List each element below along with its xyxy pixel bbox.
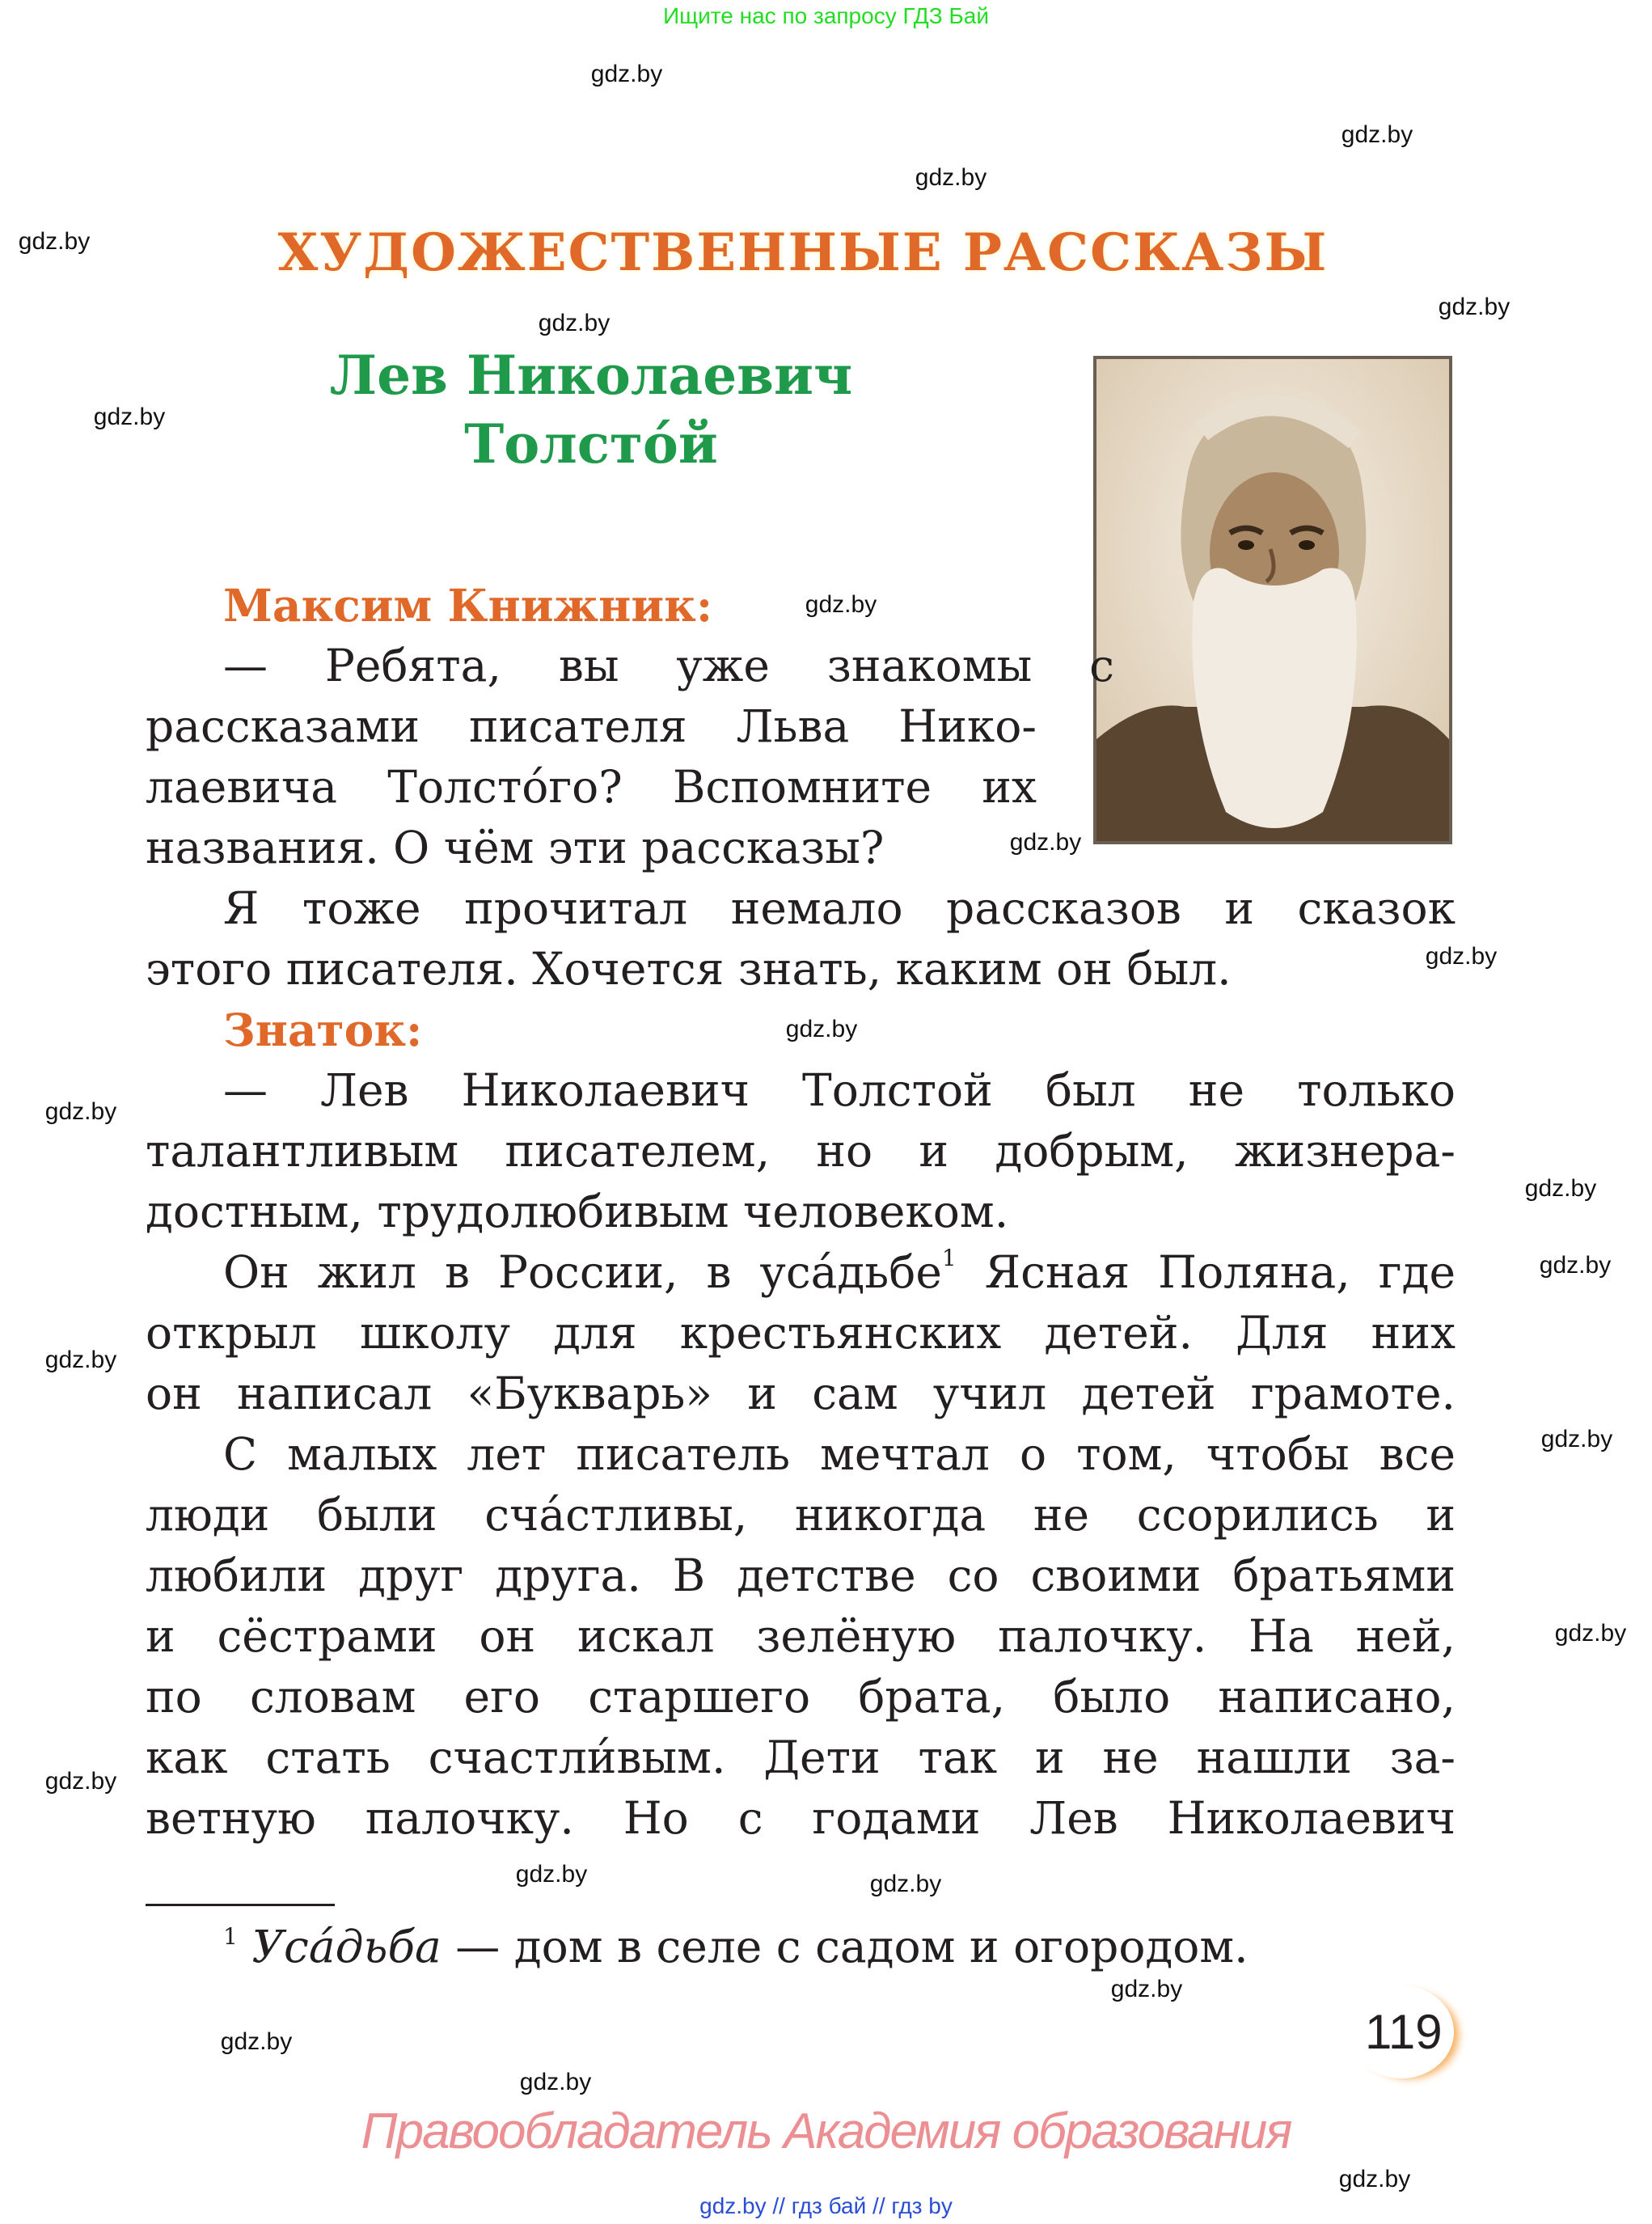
watermark: gdz.by bbox=[44, 1098, 117, 1125]
watermark: gdz.by bbox=[1425, 943, 1498, 970]
watermark: gdz.by bbox=[44, 1768, 117, 1795]
author-name: Лев Николаевич bbox=[329, 344, 853, 407]
watermark: gdz.by bbox=[515, 1861, 588, 1888]
watermark: gdz.by bbox=[538, 310, 611, 336]
text-line: рассказами писателя Льва Нико- bbox=[146, 700, 1037, 752]
page-number: 119 bbox=[1365, 2005, 1443, 2059]
footnote-definition: — дом в селе с садом и огородом. bbox=[441, 1921, 1249, 1972]
text-line bbox=[146, 1242, 1456, 1303]
watermark: gdz.by bbox=[805, 591, 877, 618]
section-title: ХУДОЖЕСТВЕННЫЕ РАССКАЗЫ bbox=[277, 222, 1329, 283]
text-line: — Ребята, вы уже знакомы с bbox=[223, 640, 1114, 691]
watermark: gdz.by bbox=[1338, 2166, 1411, 2192]
text-line: как стать счастли́вым. Дети так и не нашли за- bbox=[146, 1731, 1456, 1783]
text-line: лаевича Толсто́го? Вспомните их bbox=[146, 761, 1037, 813]
watermark: gdz.by bbox=[869, 1871, 942, 1897]
text-line: названия. О чём эти рассказы? bbox=[146, 822, 885, 873]
text-line: люди были сча́стливы, никогда не ссорились и bbox=[146, 1489, 1456, 1541]
footnote bbox=[223, 1921, 1249, 1972]
speaker-label: Знаток: bbox=[223, 1004, 423, 1056]
watermark: gdz.by bbox=[785, 1016, 858, 1042]
text-line: талантливым писателем, но и добрым, жизнера- bbox=[146, 1125, 1456, 1177]
watermark: gdz.by bbox=[590, 61, 663, 87]
bottom-links[interactable]: gdz.by // гдз бай // гдз by bbox=[699, 2193, 953, 2218]
footnote-ref: 1 bbox=[941, 1245, 957, 1271]
speaker-label: Максим Книжник: bbox=[223, 579, 713, 632]
text-line: ветную палочку. Но с годами Лев Николаевич bbox=[146, 1792, 1456, 1844]
body-text bbox=[146, 575, 1456, 1849]
watermark: gdz.by bbox=[18, 228, 91, 255]
watermark: gdz.by bbox=[220, 2028, 293, 2055]
text-line: этого писателя. Хочется знать, каким он был. bbox=[146, 943, 1232, 995]
watermark: gdz.by bbox=[93, 404, 166, 430]
text-part: Он жил в России, в уса́дьбе bbox=[223, 1246, 942, 1298]
text-line: открыл школу для крестьянских детей. Для них bbox=[146, 1307, 1456, 1359]
author-surname: Толсто́й bbox=[464, 412, 718, 476]
watermark: gdz.by bbox=[1438, 294, 1510, 320]
watermark: gdz.by bbox=[1009, 829, 1082, 856]
watermark: gdz.by bbox=[1539, 1252, 1612, 1279]
footnote-mark: 1 bbox=[223, 1923, 238, 1950]
text-line: любили друг друга. В детстве со своими братьями bbox=[146, 1550, 1456, 1601]
text-part: Ясная Поляна, где bbox=[956, 1246, 1456, 1298]
watermark: gdz.by bbox=[1554, 1620, 1627, 1647]
text-line: по словам его старшего брата, было написано, bbox=[146, 1671, 1456, 1723]
text-line: достным, трудолюбивым человеком. bbox=[146, 1186, 1009, 1237]
watermark: gdz.by bbox=[44, 1347, 117, 1373]
text-line: он написал «Букварь» и сам учил детей грамоте. bbox=[146, 1368, 1456, 1419]
watermark: gdz.by bbox=[1540, 1426, 1613, 1452]
footnote-term: Уса́дьба bbox=[251, 1921, 442, 1972]
text-line: С малых лет писатель мечтал о том, чтобы все bbox=[223, 1428, 1456, 1480]
watermark: gdz.by bbox=[519, 2069, 592, 2095]
text-line: — Лев Николаевич Толстой был не только bbox=[223, 1064, 1456, 1116]
watermark: gdz.by bbox=[915, 164, 987, 191]
footnote-divider bbox=[146, 1904, 335, 1906]
rights-holder: Правообладатель Академия образования bbox=[361, 2103, 1291, 2159]
watermark: gdz.by bbox=[1341, 121, 1413, 148]
search-hint: Ищите нас по запросу ГДЗ Бай bbox=[662, 3, 990, 28]
text-line: и сёстрами он искал зелёную палочку. На ней, bbox=[146, 1610, 1456, 1662]
watermark: gdz.by bbox=[1110, 1976, 1183, 2002]
text-line: Я тоже прочитал немало рассказов и сказок bbox=[223, 882, 1456, 934]
watermark: gdz.by bbox=[1524, 1175, 1597, 1202]
